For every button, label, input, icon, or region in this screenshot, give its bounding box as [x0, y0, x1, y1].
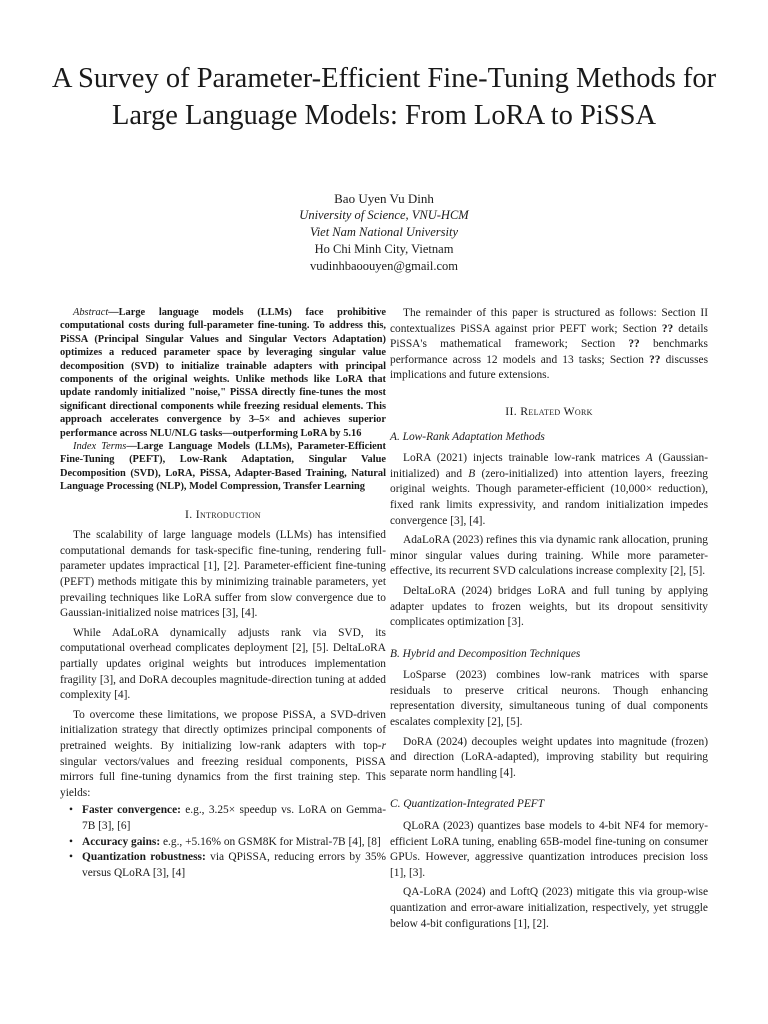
- author-name: Bao Uyen Vu Dinh: [334, 191, 434, 206]
- author-email: vudinhbaoouyen@gmail.com: [310, 259, 458, 273]
- list-item-text: e.g., +5.16% on GSM8K for Mistral-7B [4], [8]: [160, 835, 381, 848]
- index-terms: [60, 440, 386, 494]
- matrix-b-variable: B: [468, 467, 476, 480]
- lora-text-a: LoRA (2021) injects trainable low-rank matrices: [403, 452, 646, 465]
- unresolved-ref: ??: [661, 322, 674, 335]
- list-item-title: Quantization robustness:: [82, 851, 206, 864]
- structure-text-2: details PiSSA's mathematical framework; Section: [390, 322, 708, 351]
- qa-lora-paragraph: QA-LoRA (2024) and LoftQ (2023) mitigate this via group-wise quantization and error-aware initialization, respectively, yet struggle below 4-bit configurations [1], [2].: [390, 886, 708, 930]
- list-item-title: Accuracy gains:: [82, 835, 161, 848]
- list-item: [60, 835, 386, 851]
- unresolved-ref: ??: [628, 338, 640, 351]
- structure-text-4: discusses implications and future extensions.: [390, 353, 709, 382]
- author-block: [0, 190, 768, 275]
- rank-variable: r: [381, 740, 386, 752]
- list-item-text: via QPiSSA, reducing errors by 35% versus QLoRA [3], [4]: [82, 851, 387, 879]
- right-column: [390, 306, 708, 932]
- author-affiliation-1: University of Science, VNU-HCM: [299, 208, 469, 222]
- contribution-list: [60, 803, 386, 881]
- matrix-a-variable: A: [645, 452, 653, 465]
- bullet-icon: •: [69, 804, 73, 817]
- paper-title: A Survey of Parameter-Efficient Fine-Tuning Methods for Large Language Models: From LoRA to PiSSA: [51, 63, 717, 131]
- lora-text-b: (Gaussian-initialized) and: [390, 452, 708, 480]
- index-terms-label: Index Terms: [73, 441, 127, 453]
- intro-paragraph-3: [60, 708, 386, 802]
- qlora-paragraph: QLoRA (2023) quantizes base models to 4-bit NF4 for memory-efficient LoRA tuning, enabling 65B-model fine-tuning on consumer GPUs. However, aggressive quantization introduces precision loss [1], [3].: [390, 820, 708, 879]
- section-heading-introduction: I. Introduction: [184, 506, 262, 521]
- bullet-icon: •: [69, 835, 73, 848]
- subsection-heading-low-rank: A. Low-Rank Adaptation Methods: [390, 430, 545, 443]
- list-item: [60, 803, 386, 834]
- intro-paragraph-2: While AdaLoRA dynamically adjusts rank via SVD, its computational overhead complicates deployment [2], [5]. DeltaLoRA partially updates original weights but introduces implementation fragility [3], and DoRA decouples magnitude-direction tuning at added complexity [4].: [60, 626, 386, 702]
- intro-paragraph-1: The scalability of large language models (LLMs) has intensified computational demands for task-specific fine-tuning, rendering full-parameter updates impractical [1], [2]. Parameter-efficient fine-tuning (PEFT) methods mitigate this by minimizing trainable parameters, yet prevailing techniques like LoRA suffer from slow convergence due to Gaussian-initialized noise matrices [3], [4].: [60, 529, 386, 620]
- abstract-label: Abstract: [73, 307, 109, 318]
- dora-paragraph: DoRA (2024) decouples weight updates into magnitude (frozen) and direction (LoRA-adapted), improving stability but requiring separate norm handling [4].: [390, 735, 708, 779]
- lora-text-c: (zero-initialized) into attention layers, freezing original weights. Though parameter-efficient (10,000× reduction), fixed rank limits expressivity, and random initialization impedes convergence [3], [4].: [390, 467, 708, 527]
- paper-structure-paragraph: [390, 306, 708, 384]
- left-column: [60, 306, 386, 881]
- abstract: [60, 306, 386, 440]
- section-heading-related-work: II. Related Work: [505, 403, 593, 418]
- intro-p3-text-a: To overcome these limitations, we propose PiSSA, a SVD-driven initialization strategy that directly optimizes principal components of pretrained weights. By initializing low-rank adapters with top-: [60, 708, 386, 752]
- bullet-icon: •: [69, 851, 73, 864]
- structure-text-1: The remainder of this paper is structured as follows: Section II contextualizes PiSSA against prior PEFT work; Section: [390, 307, 708, 335]
- subsection-heading-hybrid: B. Hybrid and Decomposition Techniques: [390, 647, 581, 660]
- list-item-title: Faster convergence:: [82, 804, 181, 817]
- index-terms-text: —Large Language Models (LLMs), Parameter-Efficient Fine-Tuning (PEFT), Low-Rank Adaptation, Singular Value Decomposition (SVD), LoRA, PiSSA, Adapter-Based Training, Natural Language Processing (NLP), Model Compression, Transfer Learning: [60, 441, 386, 493]
- deltalora-paragraph: DeltaLoRA (2024) bridges LoRA and full tuning by applying adapter updates to frozen weights, but its dropout sensitivity complicates optimization [3].: [390, 584, 708, 629]
- author-location: Ho Chi Minh City, Vietnam: [314, 242, 454, 256]
- adalora-paragraph: AdaLoRA (2023) refines this via dynamic rank allocation, pruning minor singular values during training. While more parameter-effective, its recurrent SVD calculations increase complexity [2], [5].: [390, 534, 708, 578]
- losparse-paragraph: LoSparse (2023) combines low-rank matrices with sparse residuals to preserve critical neurons. Though enhancing representation diversity, simultaneous tuning of dual components escalates complexity [2], [5].: [390, 669, 708, 729]
- author-affiliation-2: Viet Nam National University: [309, 225, 459, 239]
- structure-text-3: benchmarks performance across 12 models and 13 tasks; Section: [390, 338, 708, 366]
- subsection-heading-quantization: C. Quantization-Integrated PEFT: [390, 798, 545, 811]
- intro-p3-text-b: singular vectors/values and freezing residual components, PiSSA mirrors full fine-tuning dynamics from the first training step. This yields:: [60, 755, 386, 799]
- abstract-text: —Large language models (LLMs) face prohibitive computational costs during full-parameter fine-tuning. To address this, PiSSA (Principal Singular Values and Singular Vectors Adaptation) optimizes a reduced parameter space by leveraging singular value decomposition (SVD) to initialize trainable adapters with principal components of the original weights. Unlike methods like LoRA that update randomly initialized "noise," PiSSA directly fine-tunes the most significant directional components while freezing residual elements. This approach accelerates convergence by 3–5× and achieves superior performance across NLU/NLG tasks—outperforming LoRA by 5.16: [60, 307, 386, 439]
- list-item-text: e.g., 3.25× speedup vs. LoRA on Gemma-7B [3], [6]: [82, 804, 386, 832]
- unresolved-ref: ??: [649, 353, 661, 366]
- list-item: [60, 850, 386, 881]
- lora-paragraph: [390, 451, 708, 529]
